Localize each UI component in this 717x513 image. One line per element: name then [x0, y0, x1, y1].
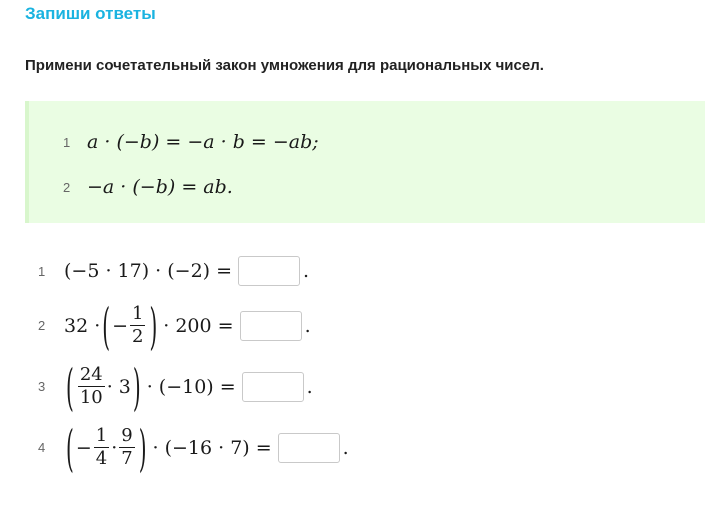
hint-line-number: 1: [63, 134, 71, 150]
exercise-expression: (−5 · 17) · (−2) =: [64, 260, 233, 282]
exercise-expression-suffix: · 200 =: [163, 314, 234, 337]
fraction-sign: −: [112, 314, 128, 337]
exercise-number: 2: [38, 318, 46, 333]
fraction-denominator: 4: [95, 448, 108, 469]
exercise-end-period: .: [303, 260, 310, 282]
exercise-end-period: .: [342, 436, 349, 459]
exercise-expression-suffix: · (−16 · 7) =: [152, 436, 272, 459]
exercise-2: [38, 295, 311, 356]
right-paren: ): [149, 295, 158, 356]
fraction: [119, 425, 134, 470]
fraction-numerator: 1: [95, 425, 108, 446]
fraction-denominator: 7: [121, 448, 133, 469]
answer-input[interactable]: [240, 311, 302, 341]
hint-box: [25, 101, 705, 223]
exercise-1: [38, 256, 309, 286]
exercise-number: 1: [38, 263, 46, 279]
hint-line-number: 2: [63, 179, 71, 195]
exercise-expression-mid: · 3: [106, 375, 131, 398]
answer-input[interactable]: [238, 256, 300, 286]
exercise-expression-suffix: · (−10) =: [146, 375, 236, 398]
fraction-numerator: 24: [79, 364, 103, 385]
fraction: [94, 425, 109, 470]
fraction-numerator: 9: [121, 425, 133, 446]
fraction-denominator: 10: [79, 387, 103, 408]
answer-input[interactable]: [242, 372, 304, 402]
fraction-denominator: 2: [132, 326, 144, 347]
right-paren: ): [132, 356, 141, 417]
right-paren: ): [138, 417, 147, 478]
page-title: Запиши ответы: [25, 4, 156, 23]
hint-expression: −a · (−b) = ab.: [87, 176, 233, 198]
fraction: [78, 364, 105, 409]
fraction-sign: −: [75, 436, 92, 459]
task-instruction: Примени сочетательный закон умножения для рациональных чисел.: [25, 57, 544, 74]
fraction: [130, 303, 145, 348]
left-paren: (: [102, 295, 111, 356]
exercise-3: [38, 356, 313, 417]
fraction-numerator: 1: [132, 303, 144, 324]
exercise-number: 4: [38, 440, 46, 455]
hint-expression: a · (−b) = −a · b = −ab;: [87, 131, 319, 153]
left-paren: (: [66, 356, 74, 417]
exercise-end-period: .: [304, 314, 311, 337]
exercise-expression-mid: ·: [111, 436, 118, 459]
left-paren: (: [66, 417, 74, 478]
hint-line-1: [63, 131, 319, 153]
exercise-number: 3: [38, 379, 46, 394]
answer-input[interactable]: [278, 433, 340, 463]
exercise-4: [38, 417, 349, 478]
hint-line-2: [63, 176, 233, 198]
exercise-end-period: .: [306, 375, 313, 398]
exercise-expression-prefix: 32 ·: [64, 314, 101, 337]
